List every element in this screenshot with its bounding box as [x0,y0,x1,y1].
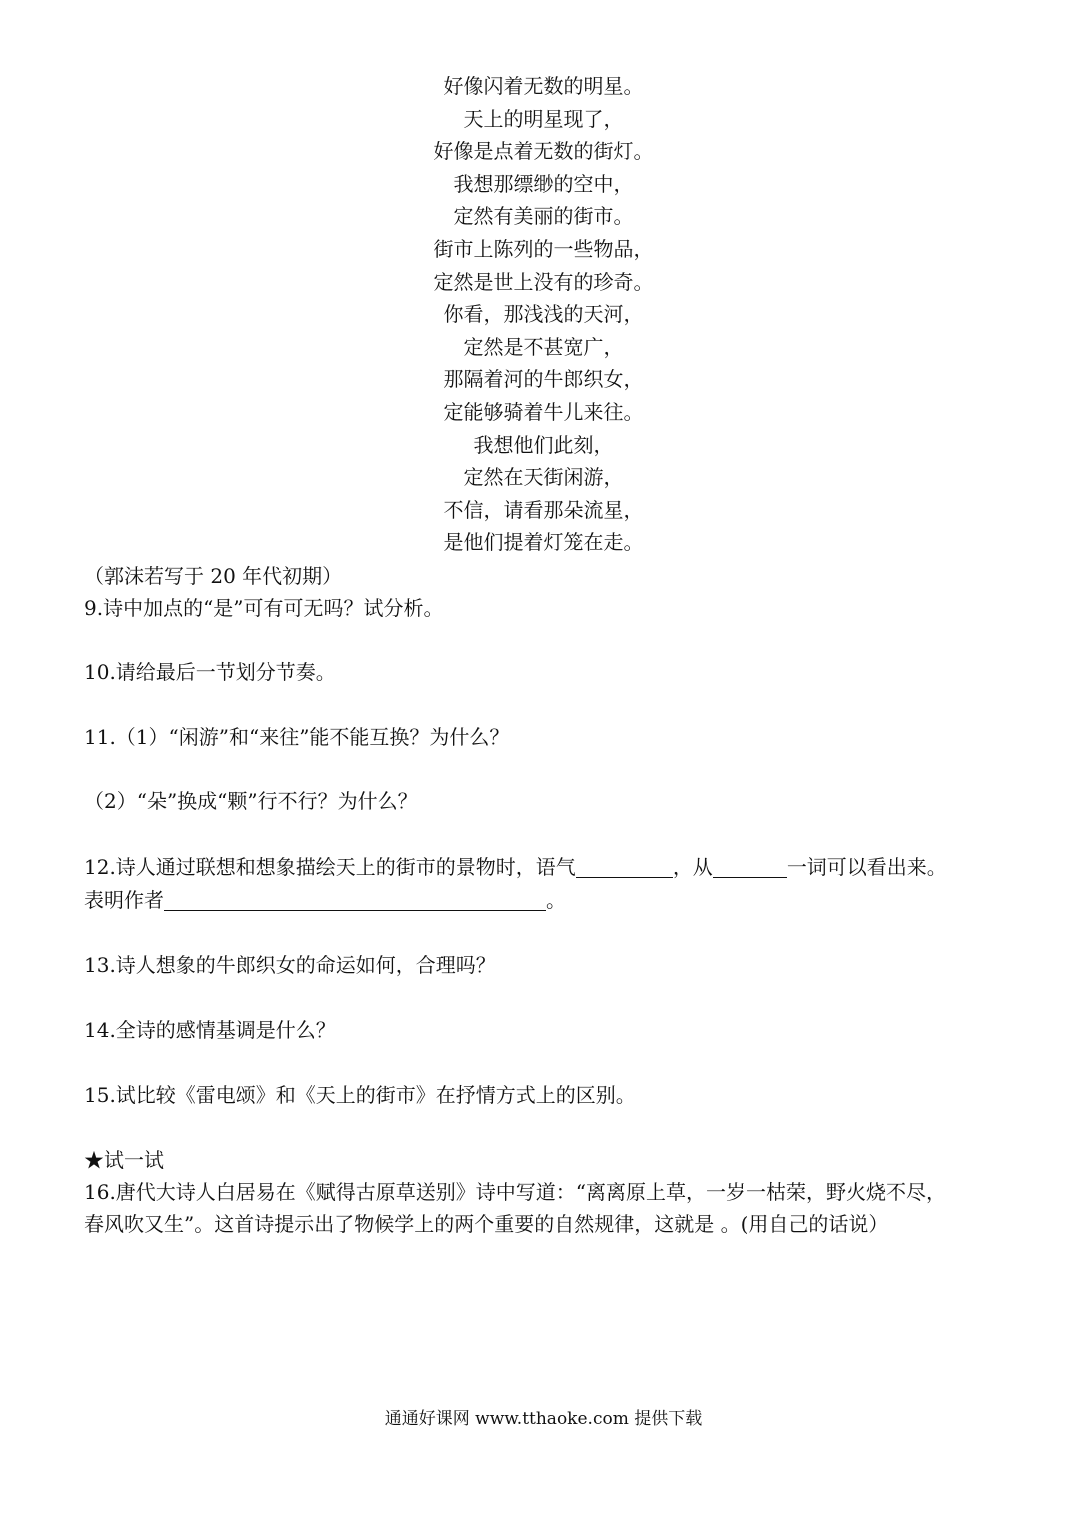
poem-line: 不信，请看那朵流星， [443,497,644,522]
footer: 通通好课网 www.tthaoke.com 提供下载 [384,1409,703,1429]
question-12-text-d: 表明作者 [84,888,164,912]
poem-line: 我想那缥缈的空中， [453,171,634,196]
question-11-part-1: 11.（1）“闲游”和“来往”能不能互换？为什么？ [84,725,510,749]
question-14: 14.全诗的感情基调是什么？ [84,1018,336,1042]
poem-line: 那隔着河的牛郎织女， [443,367,644,392]
question-16-line-1: 16.唐代大诗人白居易在《赋得古原草送别》诗中写道：“离离原上草，一岁一枯荣，野火烧不尽， [84,1180,947,1204]
question-12-text-e: 。 [546,888,566,912]
poem-line: 好像是点着无数的街灯。 [433,139,654,164]
question-10: 10.请给最后一节划分节奏。 [84,660,336,684]
poem-line: 是他们提着灯笼在走。 [443,530,644,555]
poem-line: 街市上陈列的一些物品， [433,236,654,261]
poem-line: 好像闪着无数的明星。 [443,74,644,98]
word-answer-blank[interactable] [713,857,787,878]
question-9: 9.诗中加点的“是”可有可无吗？试分析。 [84,596,444,620]
question-16-line-2: 春风吹又生”。这首诗提示出了物候学上的两个重要的自然规律，这就是 。(用自己的话说） [84,1212,889,1236]
poem-line: 定然是世上没有的珍奇。 [433,269,654,294]
poem-line: 你看，那浅浅的天河， [443,302,644,327]
poem-line: 天上的明星现了， [463,106,624,131]
question-12 [84,853,947,881]
poem-line: 定然在天街闲游， [463,465,624,490]
question-13: 13.诗人想象的牛郎织女的命运如何，合理吗？ [84,953,496,977]
question-15: 15.试比较《雷电颂》和《天上的街市》在抒情方式上的区别。 [84,1083,636,1107]
poem-line: 定然是不甚宽广， [463,334,624,359]
question-12-text-c: 一词可以看出来。 [786,855,947,879]
try-it-heading: ★试一试 [84,1148,164,1172]
tone-answer-blank[interactable] [576,857,673,878]
poem-line: 定能够骑着牛儿来往。 [443,399,644,424]
question-11-part-2: （2）“朵”换成“颗”行不行？为什么？ [84,789,418,813]
question-12-text-a: 12.诗人通过联想和想象描绘天上的街市的景物时，语气 [84,855,576,879]
poem [0,70,1087,559]
poem-attribution: （郭沫若写于 20 年代初期） [84,564,343,588]
question-12-text-b: ，从 [672,855,713,879]
poem-line: 我想他们此刻， [473,432,614,457]
question-12-line-2 [84,886,566,914]
poem-line: 定然有美丽的街市。 [453,204,634,229]
author-answer-blank[interactable] [164,890,546,911]
